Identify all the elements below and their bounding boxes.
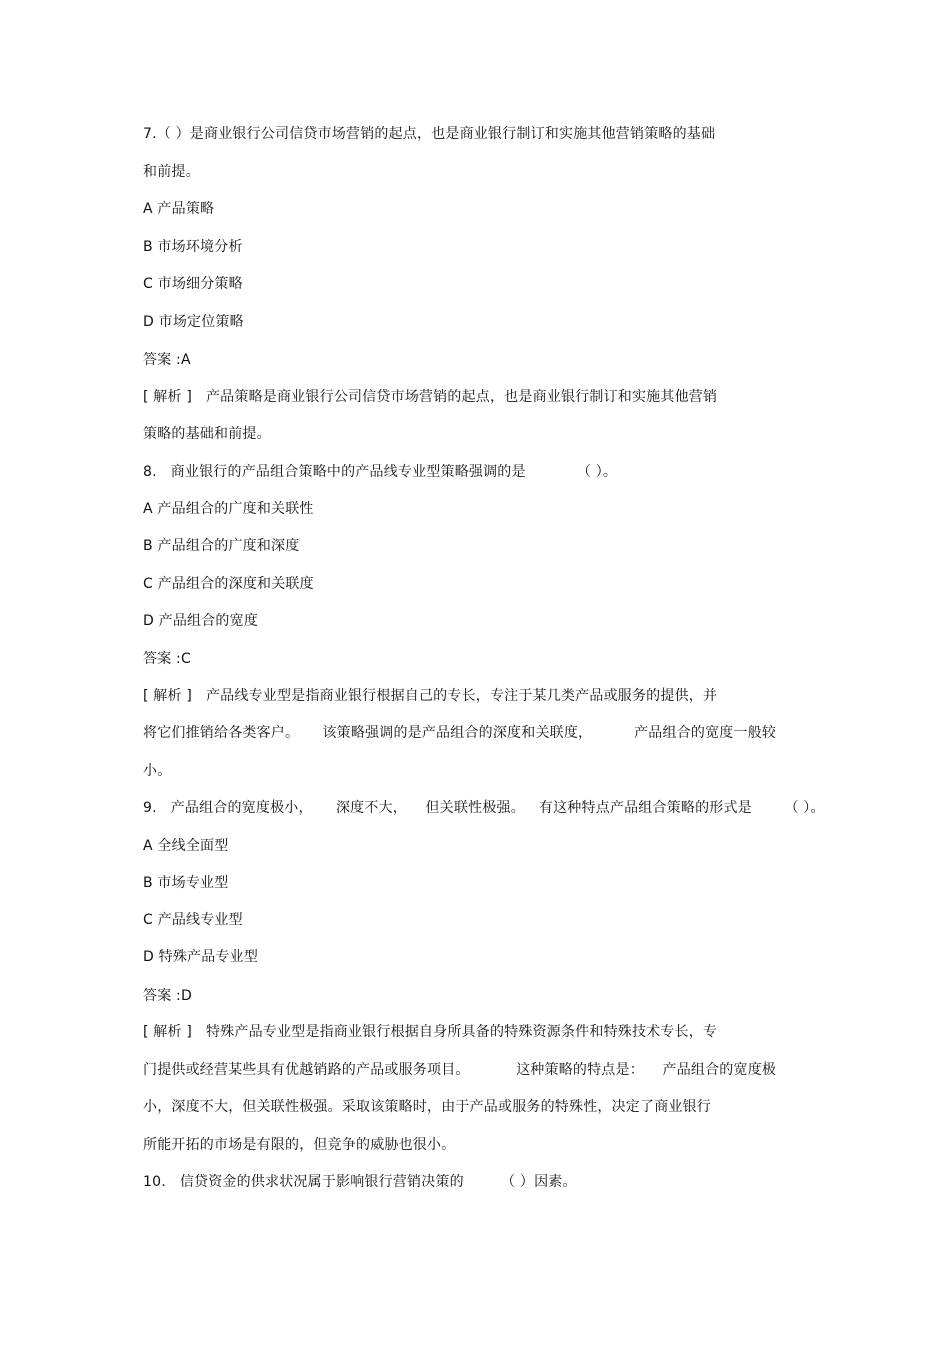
q8-analysis-line3: 小。 (143, 763, 172, 779)
q9-option-d: D 特殊产品专业型 (143, 949, 259, 965)
q9-option-b: B 市场专业型 (143, 875, 229, 891)
q8-analysis-line1: [ 解析 ] 产品线专业型是指商业银行根据自己的专长，专注于某几类产品或服务的提供，并 (143, 688, 718, 704)
q7-option-c: C 市场细分策略 (143, 276, 243, 292)
q8-analysis-line2: 将它们推销给各类客户。 该策略强调的是产品组合的深度和关联度， 产品组合的宽度一般较 (143, 725, 777, 741)
q8-option-b: B 产品组合的广度和深度 (143, 538, 300, 554)
q7-analysis-line2: 策略的基础和前提。 (143, 426, 271, 442)
q9-analysis-line2: 门提供或经营某些具有优越销路的产品或服务项目。 这种策略的特点是： 产品组合的宽度极 (143, 1062, 777, 1078)
q7-analysis-line1: [ 解析 ] 产品策略是商业银行公司信贷市场营销的起点，也是商业银行制订和实施其他营销 (143, 389, 718, 405)
q8-option-a: A 产品组合的广度和关联性 (143, 501, 314, 517)
q9-analysis-line3: 小，深度不大，但关联性极强。采取该策略时，由于产品或服务的特殊性，决定了商业银行 (143, 1099, 711, 1115)
q9-analysis-line4: 所能开拓的市场是有限的，但竞争的威胁也很小。 (143, 1137, 456, 1153)
q9-stem-line1: 9. 产品组合的宽度极小， 深度不大， 但关联性极强。 有这种特点产品组合策略的形式是 （ ）。 (143, 800, 825, 816)
q9-answer: 答案 :D (143, 988, 192, 1004)
q7-option-a: A 产品策略 (143, 201, 215, 217)
q9-option-c: C 产品线专业型 (143, 912, 243, 928)
q9-option-a: A 全线全面型 (143, 838, 229, 854)
q7-option-d: D 市场定位策略 (143, 314, 244, 330)
q10-stem-line1: 10. 信贷资金的供求状况属于影响银行营销决策的 （ ）因素。 (143, 1174, 577, 1190)
q8-option-c: C 产品组合的深度和关联度 (143, 576, 314, 592)
q7-option-b: B 市场环境分析 (143, 239, 243, 255)
q7-stem-line1: 7.（ ）是商业银行公司信贷市场营销的起点，也是商业银行制订和实施其他营销策略的基础 (143, 126, 716, 142)
q8-stem-line1: 8. 商业银行的产品组合策略中的产品线专业型策略强调的是 （ ）。 (143, 464, 618, 480)
q7-stem-line2: 和前提。 (143, 164, 200, 180)
q8-answer: 答案 :C (143, 651, 191, 667)
q7-answer: 答案 :A (143, 352, 191, 368)
q9-analysis-line1: [ 解析 ] 特殊产品专业型是指商业银行根据自身所具备的特殊资源条件和特殊技术专长，专 (143, 1024, 718, 1040)
q8-option-d: D 产品组合的宽度 (143, 613, 259, 629)
